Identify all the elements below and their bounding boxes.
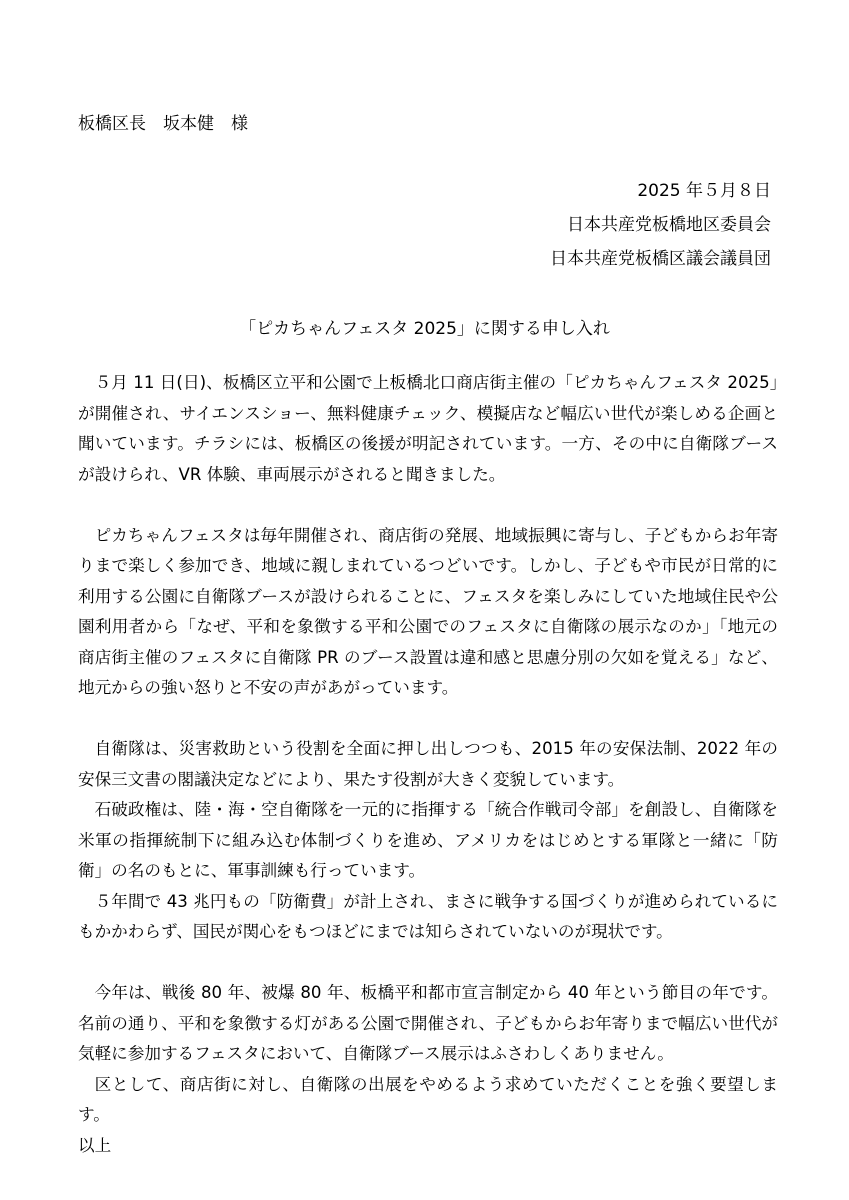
sender-block	[550, 180, 771, 282]
paragraph-spacer	[78, 948, 778, 979]
letter-body	[78, 368, 778, 1161]
letter-date: 2025 年５月８日	[637, 181, 771, 201]
body-paragraph-ishiba: 石破政権は、陸・海・空自衛隊を一元的に指揮する「統合作戦司令部」を創設し、自衛隊を米軍の指揮統制下に組み込む体制づくりを進め、アメリカをはじめとする軍隊と一緒に「防衛」の名のもとに、軍事訓練も行っています。	[78, 800, 778, 880]
sender-committee: 日本共産党板橋地区委員会	[567, 215, 771, 235]
body-paragraph-anniversary: 今年は、戦後 80 年、被爆 80 年、板橋平和都市宣言制定から 40 年という節目の年です。名前の通り、平和を象徴する灯がある公園で開催され、子どもからお年寄りまで幅広い世代が気軽に参加するフェスタにおいて、自衛隊ブース展示はふさわしくありません。	[78, 983, 778, 1063]
body-paragraph-defense-budget: ５年間で 43 兆円もの「防衛費」が計上され、まさに戦争する国づくりが進められているにもかかわらず、国民が関心をもつほどにまでは知らされていないのが現状です。	[78, 891, 778, 941]
sender-assembly-group: 日本共産党板橋区議会議員団	[550, 249, 771, 269]
paragraph-spacer	[78, 704, 778, 735]
body-paragraph-request: 区として、商店街に対し、自衛隊の出展をやめるよう求めていただくことを強く要望します。	[78, 1074, 778, 1124]
body-paragraph-event: ５月 11 日(日)、板橋区立平和公園で上板橋北口商店街主催の「ピカちゃんフェスタ 2025」が開催され、サイエンスショー、無料健康チェック、模擬店など幅広い世代が楽しめる企画と聞いています。チラシには、板橋区の後援が明記されています。一方、その中に自衛隊ブースが設けられ、VR 体験、車両展示がされると聞きました。	[78, 373, 778, 484]
body-paragraph-sdf-role: 自衛隊は、災害救助という役割を全面に押し出しつつも、2015 年の安保法制、2022 年の安保三文書の閣議決定などにより、果たす役割が大きく変貌しています。	[78, 739, 778, 789]
letter-subject: 「ピカちゃんフェスタ 2025」に関する申し入れ	[239, 319, 610, 339]
addressee: 板橋区長 坂本健 様	[78, 114, 248, 134]
letter-closing: 以上	[78, 1135, 112, 1155]
paragraph-spacer	[78, 490, 778, 521]
body-paragraph-concerns: ピカちゃんフェスタは毎年開催され、商店街の発展、地域振興に寄与し、子どもからお年寄りまで楽しく参加でき、地域に親しまれているつどいです。しかし、子どもや市民が日常的に利用する公園に自衛隊ブースが設けられることに、フェスタを楽しみにしていた地域住民や公園利用者から「なぜ、平和を象徴する平和公園でのフェスタに自衛隊の展示なのか」「地元の商店街主催のフェスタに自衛隊 PR のブース設置は違和感と思慮分別の欠如を覚える」など、地元からの強い怒りと不安の声があがっています。	[78, 525, 778, 697]
